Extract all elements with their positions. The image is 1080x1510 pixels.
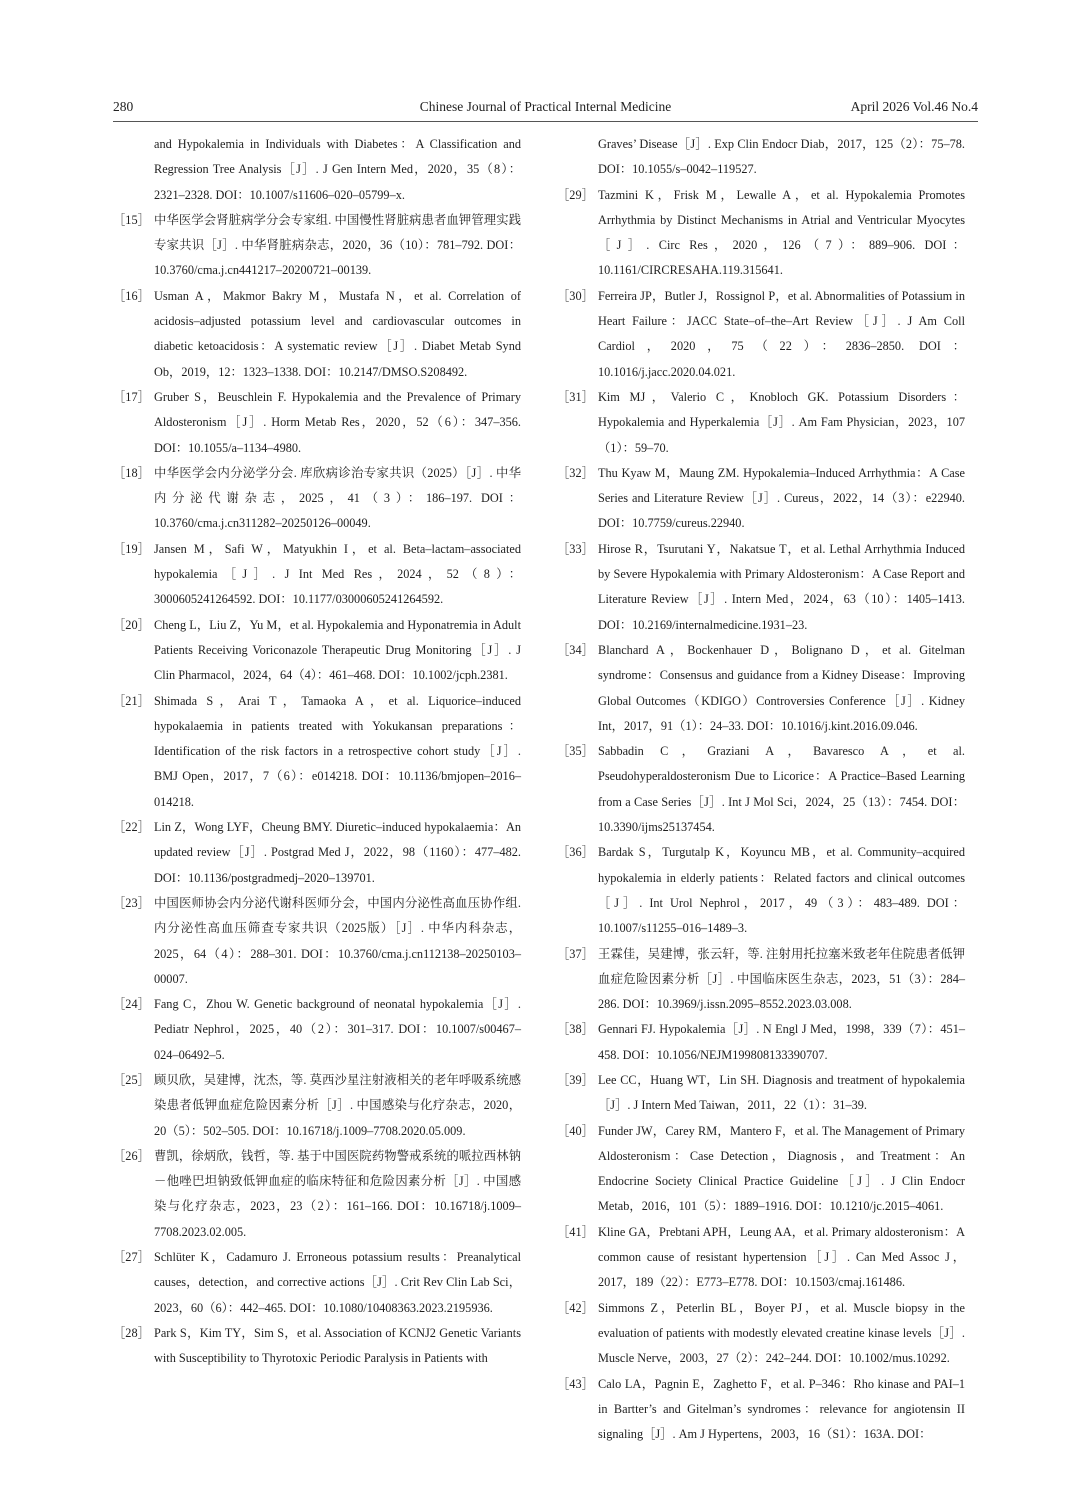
reference-number: ［30］ bbox=[557, 288, 594, 303]
reference-text: Fang C，Zhou W. Genetic background of neonatal hypokalemia［J］. Pediatr Nephrol，2025，40（2）：301–317. DOI：10.1007/s00467–024–06492–5. bbox=[154, 997, 521, 1062]
reference-number: ［15］ bbox=[113, 212, 150, 227]
reference-entry bbox=[113, 537, 521, 613]
reference-number: ［22］ bbox=[113, 820, 150, 835]
reference-number: ［18］ bbox=[113, 465, 150, 480]
reference-entry bbox=[557, 1068, 965, 1119]
reference-text: 曹凯，徐炳欣，钱哲，等. 基于中国医院药物警戒系统的哌拉西林钠－他唑巴坦钠致低钾血症的临床特征和危险因素分析［J］. 中国感染与化疗杂志，2023，23（2）：161–166. DOI：10.16718/j.1009–7708.2023.02.005. bbox=[154, 1148, 521, 1239]
reference-entry bbox=[113, 613, 521, 689]
reference-entry bbox=[113, 1144, 521, 1245]
reference-entry bbox=[113, 132, 521, 208]
reference-number: ［38］ bbox=[557, 1022, 594, 1037]
reference-text: and Hypokalemia in Individuals with Diabetes：A Classification and Regression Tree Analysis［J］. J Gen Intern Med，2020，35（8）：2321–2328. DOI：10.1007/s11606–020–05799–x. bbox=[154, 137, 521, 202]
reference-entry bbox=[557, 385, 965, 461]
reference-text: Simmons Z，Peterlin BL，Boyer PJ，et al. Muscle biopsy in the evaluation of patients with modestly elevated creatine kinase levels［J］. Muscle Nerve，2003，27（2）：242–244. DOI：10.1002/mus.10292. bbox=[598, 1300, 965, 1366]
reference-number: ［33］ bbox=[557, 541, 594, 556]
reference-entry bbox=[113, 689, 521, 815]
reference-column-right bbox=[557, 132, 965, 1447]
reference-entry bbox=[557, 537, 965, 638]
reference-entry bbox=[557, 132, 965, 183]
reference-number: ［43］ bbox=[557, 1376, 594, 1391]
reference-text: Bardak S，Turgutalp K，Koyuncu MB，et al. Community–acquired hypokalemia in elderly patients：Related factors and clinical outcomes［J］. Int Urol Nephrol，2017，49（3）：483–489. DOI：10.1007/s11255–016–1489–3. bbox=[598, 845, 965, 936]
reference-number: ［17］ bbox=[113, 389, 150, 404]
reference-text: Lin Z，Wong LYF，Cheung BMY. Diuretic–induced hypokalaemia：An updated review［J］. Postgrad Med J，2022，98（1160）：477–482. DOI：10.1136/postgradmedj–2020–139701. bbox=[154, 820, 521, 885]
reference-number: ［39］ bbox=[557, 1072, 594, 1087]
reference-entry bbox=[113, 461, 521, 537]
reference-number: ［24］ bbox=[113, 997, 150, 1012]
reference-entry bbox=[113, 1245, 521, 1321]
reference-column-left bbox=[113, 132, 521, 1372]
reference-text: Kline GA，Prebtani APH，Leung AA，et al. Primary aldosteronism：A common cause of resistant hypertension［J］. Can Med Assoc J，2017，189（22）：E773–E778. DOI：10.1503/cmaj.161486. bbox=[598, 1224, 965, 1290]
reference-entry bbox=[113, 992, 521, 1068]
reference-entry bbox=[113, 284, 521, 385]
reference-text: 中国医师协会内分泌代谢科医师分会，中国内分泌性高血压协作组. 内分泌性高血压筛查专家共识（2025版）［J］. 中华内科杂志，2025，64（4）：288–301. DOI：10.3760/cma.j.cn112138–20250103–00007. bbox=[154, 895, 521, 986]
reference-number: ［40］ bbox=[557, 1123, 594, 1138]
page-number: 280 bbox=[113, 99, 134, 114]
reference-text: Funder JW，Carey RM，Mantero F，et al. The Management of Primary Aldosteronism：Case Detection，Diagnosis，and Treatment：An Endocrine Society Clinical Practice Guideline［J］. J Clin Endocr Metab，2016，101（5）：1889–1916. DOI：10.1210/jc.2015–4061. bbox=[598, 1123, 965, 1214]
reference-entry bbox=[113, 815, 521, 891]
reference-text: Sabbadin C，Graziani A，Bavaresco A，et al. Pseudohyperaldosteronism Due to Licorice：A Practice–Based Learning from a Case Series［J］. Int J Mol Sci，2024，25（13）：7454. DOI：10.3390/ijms25137454. bbox=[598, 744, 965, 835]
reference-entry bbox=[113, 385, 521, 461]
reference-number: ［42］ bbox=[557, 1300, 594, 1315]
reference-number: ［23］ bbox=[113, 895, 150, 910]
reference-number: ［26］ bbox=[113, 1148, 150, 1163]
reference-number: ［28］ bbox=[113, 1325, 150, 1340]
reference-text: Hirose R，Tsurutani Y，Nakatsue T，et al. Lethal Arrhythmia Induced by Severe Hypokalemia with Primary Aldosteronism：A Case Report and Literature Review［J］. Intern Med，2024，63（10）：1405–1413. DOI：10.2169/internalmedicine.1931–23. bbox=[598, 541, 965, 632]
reference-text: 王霖佳，吴建博，张云轩，等. 注射用托拉塞米致老年住院患者低钾血症危险因素分析［J］. 中国临床医生杂志，2023，51（3）：284–286. DOI：10.3969/j.issn.2095–8552.2023.03.008. bbox=[598, 946, 965, 1012]
reference-number: ［32］ bbox=[557, 465, 594, 480]
reference-entry bbox=[557, 942, 965, 1018]
reference-number: ［35］ bbox=[557, 744, 594, 759]
reference-text: Cheng L，Liu Z，Yu M，et al. Hypokalemia and Hyponatremia in Adult Patients Receiving Voriconazole Therapeutic Drug Monitoring［J］. J Clin Pharmacol，2024，64（4）：461–468. DOI：10.1002/jcph.2381. bbox=[154, 617, 521, 683]
reference-entry bbox=[557, 840, 965, 941]
reference-text: 中华医学会肾脏病学分会专家组. 中国慢性肾脏病患者血钾管理实践专家共识［J］. 中华肾脏病杂志，2020，36（10）：781–792. DOI：10.3760/cma.j.cn441217–20200721–00139. bbox=[154, 212, 521, 278]
reference-number: ［37］ bbox=[557, 946, 594, 961]
reference-text: Calo LA，Pagnin E，Zaghetto F，et al. P–346：Rho kinase and PAI–1 in Bartter’s and Gitelman’s syndromes：relevance for angiotensin II signaling［J］. Am J Hypertens，2003，16（S1）：163A. DOI： bbox=[598, 1376, 965, 1442]
reference-text: Park S，Kim TY，Sim S，et al. Association of KCNJ2 Genetic Variants with Susceptibility to Thyrotoxic Periodic Paralysis in Patients with bbox=[154, 1325, 521, 1366]
reference-entry bbox=[557, 1372, 965, 1448]
reference-entry bbox=[557, 1017, 965, 1068]
reference-number: ［16］ bbox=[113, 288, 150, 303]
reference-text: Blanchard A，Bockenhauer D，Bolignano D，et al. Gitelman syndrome：Consensus and guidance from a Kidney Disease：Improving Global Outcomes（KDIGO）Controversies Conference［J］. Kidney Int，2017，91（1）：24–33. DOI：10.1016/j.kint.2016.09.046. bbox=[598, 642, 965, 733]
reference-text: 顾贝欣，吴建博，沈杰，等. 莫西沙星注射液相关的老年呼吸系统感染患者低钾血症危险因素分析［J］. 中国感染与化疗杂志，2020，20（5）：502–505. DOI：10.16718/j.1009–7708.2020.05.009. bbox=[154, 1072, 521, 1138]
reference-text: Usman A，Makmor Bakry M，Mustafa N，et al. Correlation of acidosis–adjusted potassium level and cardiovascular outcomes in diabetic ketoacidosis：A systematic review［J］. Diabet Metab Synd Ob，2019，12：1323–1338. DOI：10.2147/DMSO.S208492. bbox=[154, 288, 521, 379]
reference-number: ［34］ bbox=[557, 642, 594, 657]
reference-number: ［36］ bbox=[557, 845, 594, 860]
reference-number: ［27］ bbox=[113, 1250, 150, 1265]
reference-entry bbox=[557, 284, 965, 385]
reference-text: Gennari FJ. Hypokalemia［J］. N Engl J Med，1998，339（7）：451–458. DOI：10.1056/NEJM199808133390707. bbox=[598, 1022, 965, 1062]
reference-entry bbox=[113, 1068, 521, 1144]
reference-number: ［29］ bbox=[557, 187, 594, 202]
issue-info: April 2026 Vol.46 No.4 bbox=[850, 99, 978, 114]
reference-entry bbox=[557, 461, 965, 537]
reference-number: ［19］ bbox=[113, 541, 150, 556]
reference-entry bbox=[113, 1321, 521, 1372]
reference-entry bbox=[557, 1296, 965, 1372]
reference-text: Graves’ Disease［J］. Exp Clin Endocr Diab，2017，125（2）：75–78. DOI：10.1055/s–0042–119527. bbox=[598, 137, 965, 177]
reference-entry bbox=[557, 638, 965, 739]
reference-text: Lee CC，Huang WT，Lin SH. Diagnosis and treatment of hypokalemia［J］. J Intern Med Taiwan，2011，22（1）：31–39. bbox=[598, 1072, 965, 1113]
reference-text: Shimada S，Arai T，Tamaoka A，et al. Liquorice–induced hypokalaemia in patients treated with Yokukansan preparations：Identification of the risk factors in a retrospective cohort study［J］. BMJ Open，2017，7（6）：e014218. DOI：10.1136/bmjopen–2016–014218. bbox=[154, 693, 521, 809]
reference-entry bbox=[557, 739, 965, 840]
reference-entry bbox=[113, 208, 521, 284]
reference-text: Kim MJ，Valerio C，Knobloch GK. Potassium Disorders：Hypokalemia and Hyperkalemia［J］. Am Fam Physician，2023，107（1）：59–70. bbox=[598, 389, 965, 455]
reference-number: ［25］ bbox=[113, 1072, 150, 1087]
reference-text: Gruber S，Beuschlein F. Hypokalemia and the Prevalence of Primary Aldosteronism［J］. Horm Metab Res，2020，52（6）：347–356. DOI：10.1055/a–1134–4980. bbox=[154, 389, 521, 455]
reference-text: Schlüter K，Cadamuro J. Erroneous potassium results：Preanalytical causes，detection，and corrective actions［J］. Crit Rev Clin Lab Sci，2023，60（6）：442–465. DOI：10.1080/10408363.2023.2195936. bbox=[154, 1250, 521, 1315]
reference-text: Thu Kyaw M，Maung ZM. Hypokalemia–Induced Arrhythmia：A Case Series and Literature Review［J］. Cureus，2022，14（3）：e22940. DOI：10.7759/cureus.22940. bbox=[598, 465, 965, 531]
reference-text: 中华医学会内分泌学分会. 库欣病诊治专家共识（2025）［J］. 中华内分泌代谢杂志，2025，41（3）：186–197. DOI：10.3760/cma.j.cn311282–20250126–00049. bbox=[154, 465, 521, 531]
reference-number: ［20］ bbox=[113, 617, 150, 632]
reference-number: ［31］ bbox=[557, 389, 594, 404]
reference-text: Tazmini K，Frisk M，Lewalle A，et al. Hypokalemia Promotes Arrhythmia by Distinct Mechanisms in Atrial and Ventricular Myocytes［J］. Circ Res，2020，126（7）：889–906. DOI：10.1161/CIRCRESAHA.119.315641. bbox=[598, 187, 965, 278]
reference-number: ［41］ bbox=[557, 1224, 594, 1239]
journal-title: Chinese Journal of Practical Internal Medicine bbox=[419, 99, 672, 114]
reference-text: Ferreira JP，Butler J，Rossignol P，et al. Abnormalities of Potassium in Heart Failure：JACC State–of–the–Art Review［J］. J Am Coll Cardiol，2020，75（22）：2836–2850. DOI：10.1016/j.jacc.2020.04.021. bbox=[598, 288, 965, 379]
header-rule bbox=[113, 121, 978, 122]
reference-entry bbox=[557, 183, 965, 284]
reference-number: ［21］ bbox=[113, 693, 150, 708]
reference-entry bbox=[113, 891, 521, 992]
reference-text: Jansen M，Safi W，Matyukhin I，et al. Beta–lactam–associated hypokalemia［J］. J Int Med Res，2024，52（8）：3000605241264592. DOI：10.1177/03000605241264592. bbox=[154, 541, 521, 607]
reference-entry bbox=[557, 1220, 965, 1296]
page-header bbox=[113, 96, 978, 118]
reference-entry bbox=[557, 1119, 965, 1220]
